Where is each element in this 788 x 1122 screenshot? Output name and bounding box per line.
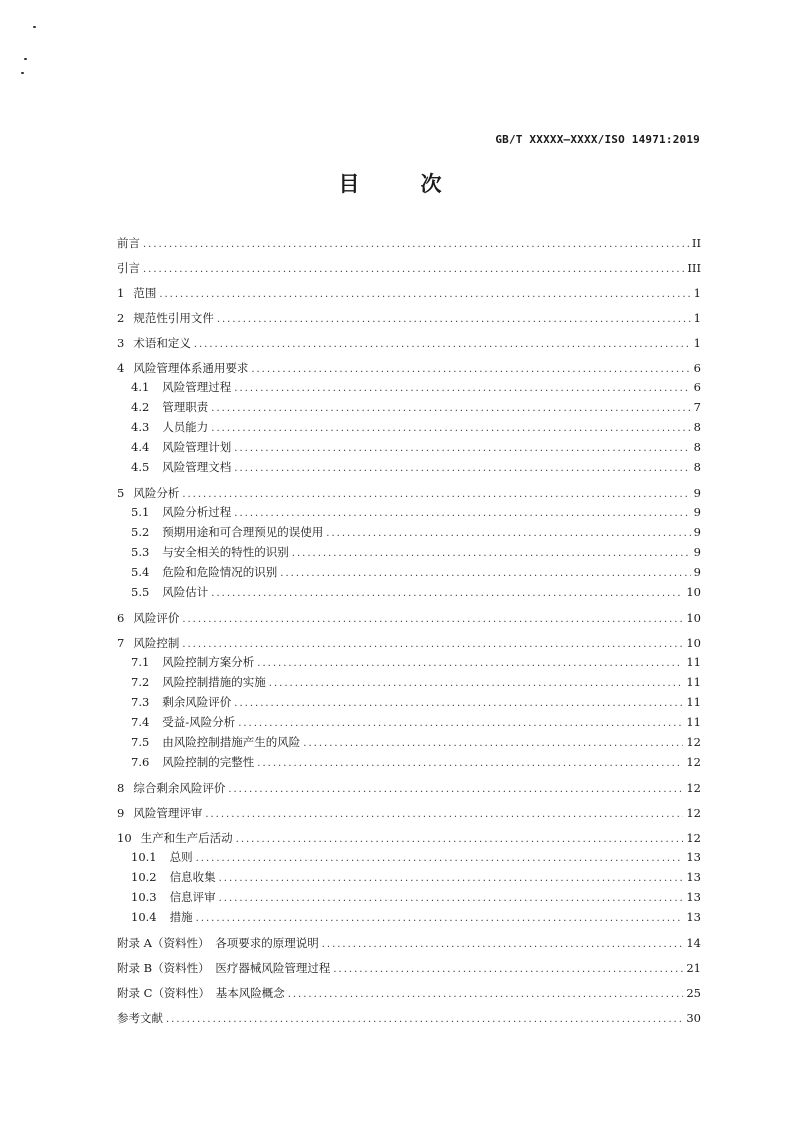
toc-entry[interactable]: [117, 438, 701, 458]
toc-entry-title: 风险管理过程: [162, 380, 232, 394]
toc-leader-dots: [159, 286, 690, 303]
toc-entry-title: 与安全相关的特性的识别: [162, 545, 289, 559]
toc-leader-dots: [143, 261, 684, 278]
toc-entry[interactable]: [117, 335, 701, 353]
toc-entry-page: 11: [686, 695, 701, 709]
toc-leader-dots: [217, 311, 691, 328]
toc-entry-title: 附录 B（资料性） 医疗器械风险管理过程: [117, 961, 331, 975]
toc-entry[interactable]: [117, 673, 701, 693]
toc-entry-title: 综合剩余风险评价: [133, 781, 226, 795]
toc-entry-page: 25: [686, 986, 701, 1000]
toc-entry-number: 7.3: [131, 695, 150, 709]
toc-entry-title: 风险评价: [133, 611, 180, 625]
toc-entry-number: 4.3: [131, 420, 150, 434]
toc-entry-number: 7.1: [131, 655, 150, 669]
toc-entry-page: 9: [693, 565, 701, 579]
toc-entry-page: 1: [693, 336, 701, 350]
toc-entry[interactable]: [117, 1010, 701, 1028]
toc-entry-page: 1: [693, 286, 701, 300]
toc-entry-title: 规范性引用文件: [133, 311, 214, 325]
toc-entry-page: 11: [686, 655, 701, 669]
toc-entry[interactable]: [117, 235, 701, 253]
toc-entry-title: 生产和生产后活动: [140, 831, 233, 845]
toc-entry-number: 10.3: [131, 890, 157, 904]
toc-entry[interactable]: [117, 485, 701, 503]
toc-entry-number: 4.2: [131, 400, 150, 414]
toc-entry-page: 12: [686, 735, 701, 749]
toc-entry-number: 3: [117, 336, 125, 350]
toc-entry[interactable]: [117, 693, 701, 713]
toc-entry-number: 5.4: [131, 565, 150, 579]
toc-entry-number: 10.4: [131, 910, 157, 924]
toc-entry-page: 12: [686, 755, 701, 769]
toc-entry-number: 10: [117, 831, 132, 845]
toc-entry[interactable]: [117, 780, 701, 798]
toc-entry-page: 14: [686, 936, 701, 950]
toc-entry-number: 10.1: [131, 850, 157, 864]
toc-entry-page: 13: [686, 890, 701, 904]
toc-entry-title: 附录 A（资料性） 各项要求的原理说明: [117, 936, 319, 950]
toc-entry[interactable]: [117, 635, 701, 653]
toc-leader-dots: [257, 754, 683, 773]
toc-entry-number: 4.1: [131, 380, 150, 394]
toc-entry-number: 7: [117, 636, 125, 650]
toc-entry[interactable]: [117, 830, 701, 848]
toc-entry-page: 11: [686, 715, 701, 729]
toc-entry[interactable]: [117, 260, 701, 278]
toc-leader-dots: [211, 419, 690, 438]
toc-entry[interactable]: [117, 360, 701, 378]
toc-entry-title: 预期用途和可合理预见的误使用: [162, 525, 324, 539]
toc-entry-number: 4.5: [131, 460, 150, 474]
toc-entry-title: 受益-风险分析: [162, 715, 236, 729]
toc-entry-title: 总则: [169, 850, 193, 864]
toc-leader-dots: [322, 936, 684, 953]
toc-leader-dots: [228, 781, 683, 798]
toc-leader-dots: [257, 654, 683, 673]
toc-entry-number: 5.1: [131, 505, 150, 519]
toc-entry-page: 9: [693, 525, 701, 539]
toc-entry-number: 2: [117, 311, 125, 325]
toc-entry-page: 7: [693, 400, 701, 414]
toc-entry-title: 前言: [117, 236, 140, 250]
toc-entry-page: 13: [686, 850, 701, 864]
toc-entry[interactable]: [117, 713, 701, 733]
toc-entry-page: 8: [693, 420, 701, 434]
table-of-contents: [117, 235, 701, 1028]
toc-entry[interactable]: [117, 960, 701, 978]
toc-entry-title: 管理职责: [162, 400, 209, 414]
toc-entry-page: 8: [693, 460, 701, 474]
toc-leader-dots: [326, 524, 690, 543]
toc-entry[interactable]: [117, 523, 701, 543]
toc-leader-dots: [303, 734, 683, 753]
toc-leader-dots: [238, 714, 683, 733]
toc-leader-dots: [236, 831, 684, 848]
toc-entry[interactable]: [117, 378, 701, 398]
toc-entry[interactable]: [117, 868, 701, 888]
toc-entry-title: 信息收集: [169, 870, 216, 884]
toc-entry-number: 7.6: [131, 755, 150, 769]
toc-leader-dots: [166, 1011, 683, 1028]
toc-entry-title: 附录 C（资料性） 基本风险概念: [117, 986, 285, 1000]
toc-entry[interactable]: [117, 543, 701, 563]
toc-entry-title: 风险管理计划: [162, 440, 232, 454]
toc-entry-number: 7.5: [131, 735, 150, 749]
toc-entry[interactable]: [117, 805, 701, 823]
toc-entry-page: 21: [686, 961, 701, 975]
toc-entry-number: 10.2: [131, 870, 157, 884]
toc-entry-title: 由风险控制措施产生的风险: [162, 735, 301, 749]
toc-entry-title: 风险分析过程: [162, 505, 232, 519]
toc-leader-dots: [196, 849, 684, 868]
toc-entry-page: III: [687, 261, 701, 275]
toc-leader-dots: [234, 504, 690, 523]
toc-entry[interactable]: [117, 310, 701, 328]
standard-code: GB/T XXXXX—XXXX/ISO 14971:2019: [495, 133, 700, 146]
toc-entry-number: 4.4: [131, 440, 150, 454]
toc-entry-title: 风险控制措施的实施: [162, 675, 266, 689]
toc-entry[interactable]: [117, 458, 701, 478]
toc-entry[interactable]: [117, 753, 701, 773]
toc-entry-page: 13: [686, 910, 701, 924]
toc-leader-dots: [234, 439, 690, 458]
toc-entry-page: 10: [686, 585, 701, 599]
toc-entry-number: 8: [117, 781, 125, 795]
toc-entry-number: 7.4: [131, 715, 150, 729]
toc-entry[interactable]: [117, 583, 701, 603]
toc-leader-dots: [269, 674, 684, 693]
toc-entry-page: 10: [686, 636, 701, 650]
toc-leader-dots: [333, 961, 683, 978]
toc-leader-dots: [234, 379, 690, 398]
toc-entry-title: 信息评审: [169, 890, 216, 904]
toc-entry-page: 8: [693, 440, 701, 454]
toc-leader-dots: [194, 336, 691, 353]
toc-leader-dots: [205, 806, 683, 823]
toc-leader-dots: [196, 909, 684, 928]
toc-entry[interactable]: [117, 653, 701, 673]
toc-entry-number: 1: [117, 286, 125, 300]
toc-entry-number: 5.5: [131, 585, 150, 599]
toc-leader-dots: [234, 694, 683, 713]
toc-entry-number: 7.2: [131, 675, 150, 689]
toc-entry-title: 风险控制: [133, 636, 180, 650]
toc-entry-number: 5.2: [131, 525, 150, 539]
toc-entry[interactable]: [117, 398, 701, 418]
toc-entry-page: 6: [693, 361, 701, 375]
toc-entry-title: 范围: [133, 286, 157, 300]
toc-leader-dots: [182, 486, 690, 503]
toc-entry-number: 5.3: [131, 545, 150, 559]
toc-leader-dots: [219, 889, 684, 908]
toc-entry-title: 参考文献: [117, 1011, 163, 1025]
toc-entry-title: 风险管理文档: [162, 460, 232, 474]
toc-entry-number: 6: [117, 611, 125, 625]
toc-entry[interactable]: [117, 563, 701, 583]
page-title: 目 次: [338, 172, 462, 196]
toc-entry[interactable]: [117, 285, 701, 303]
toc-entry-title: 剩余风险评价: [162, 695, 232, 709]
toc-entry-title: 风险管理评审: [133, 806, 203, 820]
toc-entry-page: 6: [693, 380, 701, 394]
toc-leader-dots: [234, 459, 690, 478]
toc-leader-dots: [182, 636, 683, 653]
toc-entry-number: 4: [117, 361, 125, 375]
toc-entry-page: 30: [686, 1011, 701, 1025]
toc-entry-page: 9: [693, 486, 701, 500]
toc-entry-number: 5: [117, 486, 125, 500]
toc-entry-title: 引言: [117, 261, 140, 275]
toc-entry-page: 13: [686, 870, 701, 884]
toc-entry-title: 风险控制的完整性: [162, 755, 255, 769]
toc-entry-title: 危险和危险情况的识别: [162, 565, 278, 579]
toc-leader-dots: [219, 869, 684, 888]
toc-leader-dots: [288, 986, 684, 1003]
toc-entry-page: 12: [686, 831, 701, 845]
toc-entry-title: 风险估计: [162, 585, 209, 599]
toc-entry-page: II: [691, 236, 701, 250]
toc-entry[interactable]: [117, 848, 701, 868]
toc-entry-title: 风险控制方案分析: [162, 655, 255, 669]
toc-entry[interactable]: [117, 733, 701, 753]
toc-entry-title: 风险管理体系通用要求: [133, 361, 249, 375]
toc-leader-dots: [211, 584, 683, 603]
toc-entry[interactable]: [117, 888, 701, 908]
toc-entry-title: 术语和定义: [133, 336, 191, 350]
toc-leader-dots: [182, 611, 683, 628]
toc-entry[interactable]: [117, 985, 701, 1003]
toc-entry[interactable]: [117, 503, 701, 523]
toc-entry-title: 人员能力: [162, 420, 209, 434]
toc-entry[interactable]: [117, 418, 701, 438]
toc-leader-dots: [251, 361, 690, 378]
toc-leader-dots: [143, 236, 689, 253]
toc-entry[interactable]: [117, 908, 701, 928]
toc-entry-title: 措施: [169, 910, 193, 924]
toc-entry-page: 12: [686, 806, 701, 820]
toc-entry-number: 9: [117, 806, 125, 820]
toc-entry-page: 10: [686, 611, 701, 625]
toc-entry[interactable]: [117, 935, 701, 953]
toc-entry-title: 风险分析: [133, 486, 180, 500]
toc-leader-dots: [280, 564, 690, 583]
toc-entry-page: 1: [693, 311, 701, 325]
toc-entry-page: 9: [693, 545, 701, 559]
toc-entry-page: 11: [686, 675, 701, 689]
toc-leader-dots: [211, 399, 690, 418]
toc-entry-page: 9: [693, 505, 701, 519]
toc-entry-page: 12: [686, 781, 701, 795]
toc-leader-dots: [292, 544, 691, 563]
toc-entry[interactable]: [117, 610, 701, 628]
